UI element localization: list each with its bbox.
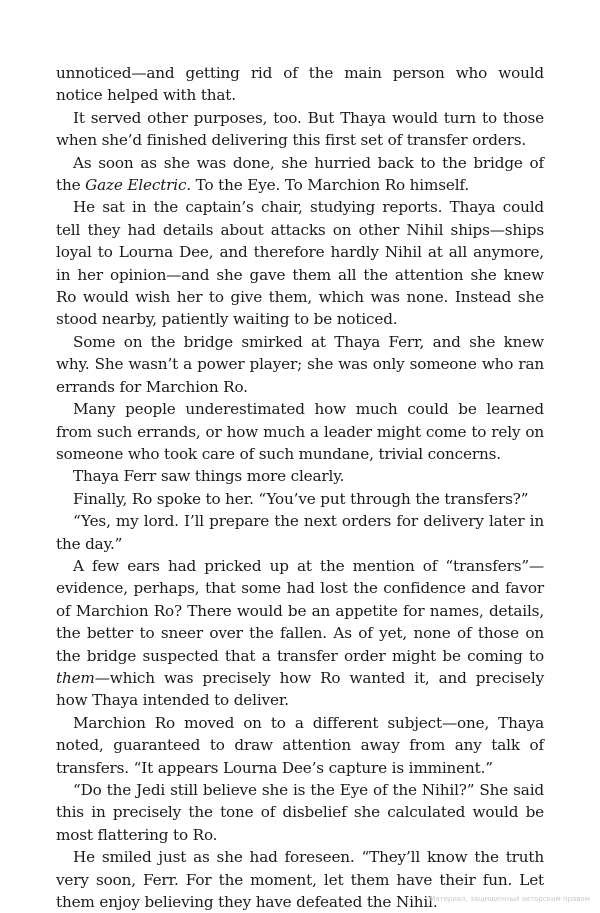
copyright-watermark: Материал, защищенный авторским правом [429, 895, 590, 903]
book-page-text [56, 62, 544, 913]
paragraph-13: He smiled just as she had foreseen. “They’ll know the truth very soon, Ferr. For the moment, let them have their fun. Let them enjoy believing they have defeated the Nihil. [56, 848, 544, 912]
paragraph-4: He sat in the captain’s chair, studying reports. Thaya could tell they had details about attacks on other Nihil ships—ships loyal to Lourna Dee, and therefore hardly Nihil at all anymore, in her opinion—and she gave them all the attention she knew Ro would wish her to give them, which was none. Instead she stood nearby, patiently waiting to be noticed. [56, 198, 544, 329]
paragraph-6: Many people underestimated how much could be learned from such errands, or how much a leader might come to rely on someone who took care of such mundane, trivial concerns. [56, 400, 544, 463]
paragraph-9: “Yes, my lord. I’ll prepare the next orders for delivery later in the day.” [56, 512, 544, 553]
paragraph-2: It served other purposes, too. But Thaya would turn to those when she’d finished delivering this first set of transfer orders. [56, 108, 544, 150]
paragraph-11: Marchion Ro moved on to a different subject—one, Thaya noted, guaranteed to draw attention away from any talk of transfers. “It appears Lourna Dee’s capture is imminent.” [56, 713, 544, 777]
paragraph-8: Finally, Ro spoke to her. “You’ve put through the transfers?” [73, 489, 529, 508]
paragraph-12: “Do the Jedi still believe she is the Eye of the Nihil?” She said this in precisely the tone of disbelief she calculated would be most flattering to Ro. [56, 781, 544, 844]
paragraph-10: A few ears had pricked up at the mention of “transfers”—evidence, perhaps, that some had lost the confidence and favor of Marchion Ro? There would be an appetite for names, details, the better to sneer over the fallen. As of yet, none of those on the bridge suspected that a transfer order might be coming to them—which was precisely how Ro wanted it, and precisely how Thaya intended to deliver. [56, 556, 544, 710]
paragraph-1: unnoticed—and getting rid of the main person who would notice helped with that. [56, 64, 544, 105]
ship-name-italic: Gaze Electric [85, 176, 187, 195]
paragraph-7: Thaya Ferr saw things more clearly. [73, 467, 345, 486]
paragraph-5: Some on the bridge smirked at Thaya Ferr, and she knew why. She wasn’t a power player; she was only someone who ran errands for Marchion Ro. [56, 332, 544, 396]
paragraph-3: As soon as she was done, she hurried back to the bridge of the Gaze Electric. To the Eye. To Marchion Ro himself. [56, 153, 544, 195]
emphasis-them: them [56, 668, 95, 687]
